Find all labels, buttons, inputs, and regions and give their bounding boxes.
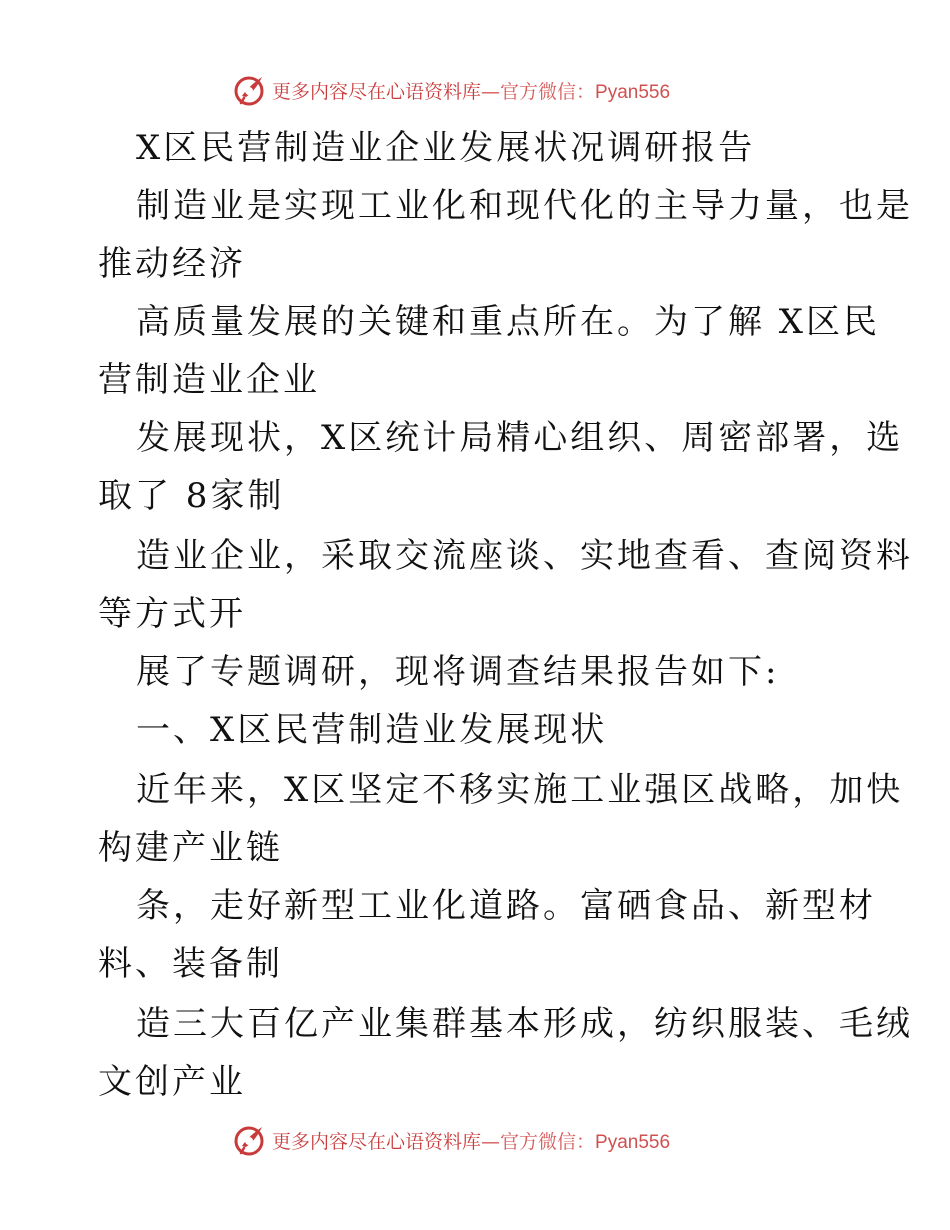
footer-banner xyxy=(232,1122,670,1158)
header-dash: — xyxy=(481,80,501,103)
paragraph-line: 等方式开 xyxy=(98,594,246,634)
paragraph-line: 文创产业 xyxy=(98,1062,246,1102)
header-banner-text xyxy=(272,77,670,104)
footer-wechat-id: Pyan556 xyxy=(595,1131,671,1153)
header-wechat-id: Pyan556 xyxy=(595,81,671,103)
paragraph-line: 构建产业链 xyxy=(98,828,283,868)
paragraph-line: 发展现状，X区统计局精心组织、周密部署，选 xyxy=(136,418,904,458)
paragraph-line: 料、装备制 xyxy=(98,944,283,984)
document-title: X区民营制造业企业发展状况调研报告 xyxy=(136,128,756,168)
footer-dash: — xyxy=(481,1130,501,1153)
section-heading: 一、X区民营制造业发展现状 xyxy=(136,710,608,750)
paragraph-line: 推动经济 xyxy=(98,244,246,284)
footer-brand-text: 更多内容尽在心语资料库 xyxy=(272,1130,482,1153)
paragraph-line: 高质量发展的关键和重点所在。为了解 X区民 xyxy=(136,302,881,342)
paragraph-line: 制造业是实现工业化和现代化的主导力量，也是 xyxy=(136,186,913,226)
quill-logo-icon xyxy=(232,1122,268,1158)
paragraph-line: 展了专题调研，现将调查结果报告如下: xyxy=(136,652,780,692)
header-official-text: 官方微信： xyxy=(500,80,596,103)
paragraph-line: 造业企业，采取交流座谈、实地查看、查阅资料 xyxy=(136,536,913,576)
header-brand-text: 更多内容尽在心语资料库 xyxy=(272,80,482,103)
quill-logo-icon xyxy=(232,72,268,108)
paragraph-line: 近年来，X区坚定不移实施工业强区战略，加快 xyxy=(136,770,904,810)
paragraph-line: 条，走好新型工业化道路。富硒食品、新型材 xyxy=(136,886,876,926)
paragraph-line: 营制造业企业 xyxy=(98,360,320,400)
paragraph-line: 造三大百亿产业集群基本形成，纺织服装、毛绒 xyxy=(136,1004,913,1044)
paragraph-line: 取了 8家制 xyxy=(98,476,285,516)
footer-banner-text xyxy=(272,1127,670,1154)
header-banner xyxy=(232,72,670,108)
footer-official-text: 官方微信： xyxy=(500,1130,596,1153)
